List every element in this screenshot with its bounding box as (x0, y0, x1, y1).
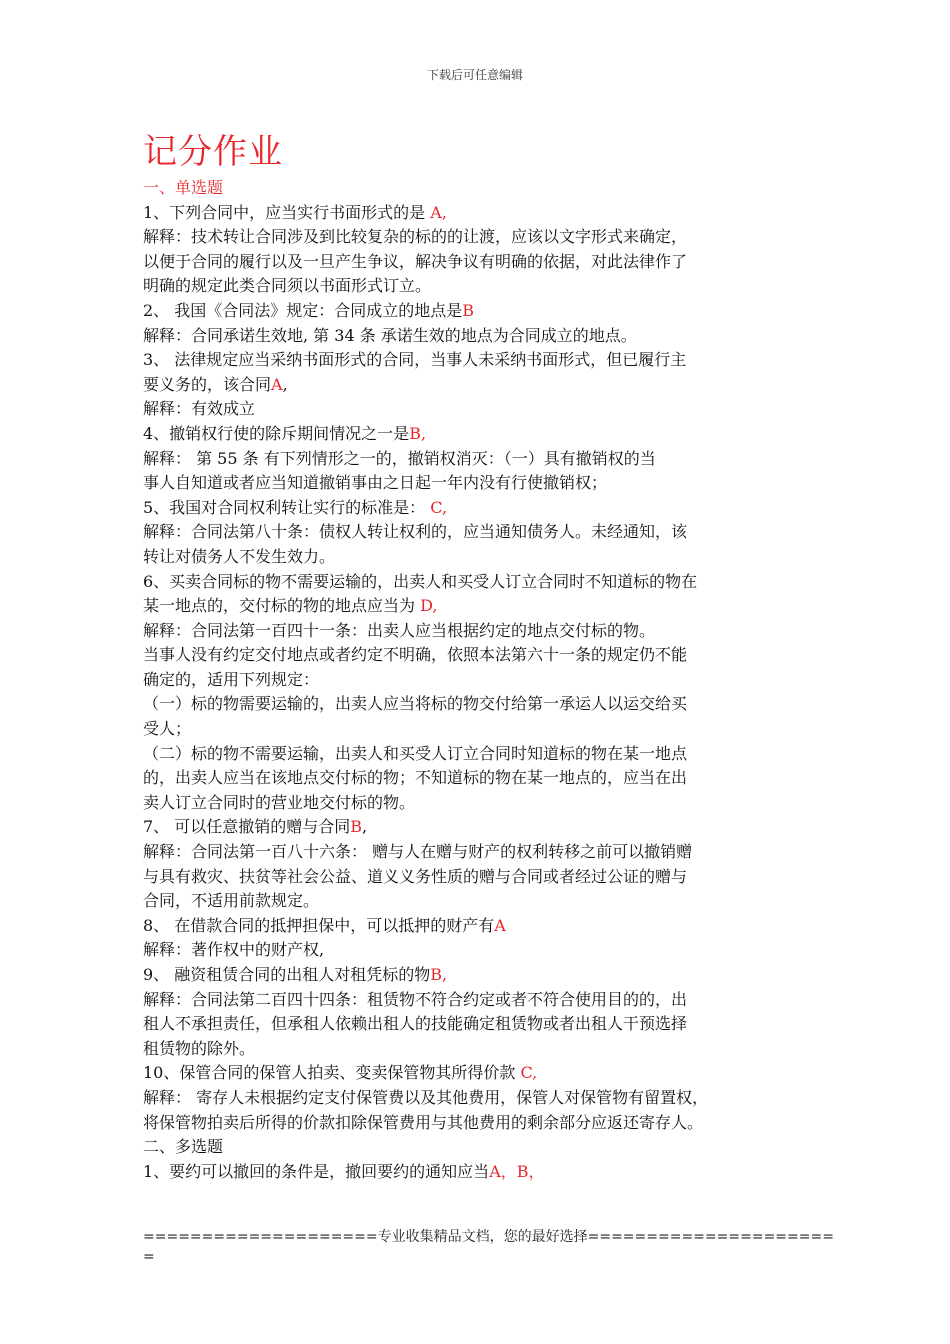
line-text: 与具有救灾、扶贫等社会公益、道义义务性质的赠与合同或者经过公证的赠与 (143, 866, 688, 886)
line-text: 3、 法律规定应当采纳书面形式的合同，当事人未采纳书面形式，但已履行主 (143, 350, 687, 370)
text-line (143, 643, 813, 668)
answer-text: B, (409, 423, 427, 443)
line-text: 一、单选题 (143, 178, 224, 197)
line-text: 解释：合同法第八十条：债权人转让权利的，应当通知债务人。未经通知，该 (143, 522, 688, 542)
line-text: 以便于合同的履行以及一旦产生争议，解决争议有明确的依据，对此法律作了 (143, 251, 688, 271)
answer-text: C, (520, 1063, 538, 1083)
answer-text: A，B， (489, 1161, 545, 1181)
line-text: 7、 可以任意撤销的赠与合同 (143, 817, 351, 837)
line-text: 当事人没有约定交付地点或者约定不明确，依照本法第六十一条的规定仍不能 (143, 645, 688, 665)
text-line (143, 988, 813, 1013)
line-text: 解释：合同法第一百四十一条：出卖人应当根据约定的地点交付标的物。 (143, 620, 656, 640)
line-text: 确定的，适用下列规定： (143, 669, 320, 689)
line-text: 解释：有效成立 (143, 399, 256, 419)
line-text: 某一地点的，交付标的物的地点应当为 (143, 596, 421, 616)
text-line (143, 1086, 813, 1111)
answer-text: B (350, 817, 363, 837)
line-text: 1、下列合同中，应当实行书面形式的是 (143, 202, 431, 222)
text-line (143, 324, 813, 349)
text-line (143, 299, 813, 324)
text-line (143, 570, 813, 595)
line-text: 合同，不适用前款规定。 (143, 891, 320, 911)
line-text: 解释： 寄存人未根据约定支付保管费以及其他费用，保管人对保管物有留置权， (143, 1087, 709, 1107)
line-text: 5、我国对合同权利转让实行的标准是： (143, 497, 431, 517)
line-text: 卖人订立合同时的营业地交付标的物。 (143, 792, 416, 812)
text-line (143, 1037, 813, 1062)
text-line (143, 742, 813, 767)
line-text: 6、买卖合同标的物不需要运输的，出卖人和买受人订立合同时不知道标的物在 (143, 571, 698, 591)
line-text: 二、多选题 (143, 1137, 224, 1157)
text-line (143, 914, 813, 939)
text-line (143, 815, 813, 840)
text-line (143, 176, 813, 201)
text-line (143, 963, 813, 988)
text-line (143, 889, 813, 914)
text-line (143, 397, 813, 422)
line-text: 明确的规定此类合同须以书面形式订立。 (143, 276, 432, 296)
answer-text: B (462, 300, 475, 320)
text-line (143, 520, 813, 545)
document-title: 记分作业 (143, 132, 283, 172)
line-text: 解释：技术转让合同涉及到比较复杂的标的的让渡，应该以文字形式来确定， (143, 227, 688, 247)
text-line (143, 447, 813, 472)
answer-text: C, (430, 497, 448, 517)
answer-text: A (494, 915, 506, 935)
text-line (143, 692, 813, 717)
line-text: 事人自知道或者应当知道撤销事由之日起一年内没有行使撤销权； (143, 473, 608, 493)
line-text: 租人不承担责任，但承租人依赖出租人的技能确定租赁物或者出租人干预选择 (143, 1014, 688, 1034)
line-text: 1、要约可以撤回的条件是，撤回要约的通知应当 (143, 1161, 490, 1181)
line-text: 2、 我国《合同法》规定：合同成立的地点是 (143, 300, 463, 320)
text-line (143, 225, 813, 250)
text-line (143, 496, 813, 521)
text-line (143, 1135, 813, 1160)
text-line (143, 1160, 813, 1185)
line-text: 解释：合同法第一百八十六条： 赠与人在赠与财产的权利转移之前可以撤销赠 (143, 842, 693, 862)
line-text: 要义务的，该合同 (143, 374, 272, 394)
text-line (143, 717, 813, 742)
line-text: 4、撤销权行使的除斥期间情况之一是 (143, 423, 410, 443)
answer-suffix: , (362, 817, 368, 837)
document-body (143, 176, 813, 1184)
line-text: 的，出卖人应当在该地点交付标的物；不知道标的物在某一地点的，应当在出 (143, 768, 688, 788)
answer-text: D, (420, 596, 438, 616)
line-text: 解释：合同法第二百四十四条：租赁物不符合约定或者不符合使用目的的，出 (143, 989, 688, 1009)
answer-suffix: , (282, 374, 288, 394)
text-line (143, 422, 813, 447)
text-line (143, 471, 813, 496)
text-line (143, 1111, 813, 1136)
footer-line: = (143, 1249, 155, 1265)
line-text: 转让对债务人不发生效力。 (143, 546, 336, 566)
line-text: 解释： 第 55 条 有下列情形之一的，撤销权消灭：（一）具有撤销权的当 (143, 448, 656, 468)
line-text: 10、保管合同的保管人拍卖、变卖保管物其所得价款 (143, 1063, 521, 1083)
text-line (143, 250, 813, 275)
text-line (143, 545, 813, 570)
text-line (143, 201, 813, 226)
line-text: 解释：合同承诺生效地, 第 34 条 承诺生效的地点为合同成立的地点。 (143, 325, 637, 345)
text-line (143, 791, 813, 816)
text-line (143, 766, 813, 791)
line-text: 解释：著作权中的财产权, (143, 940, 325, 960)
text-line (143, 1061, 813, 1086)
text-line (143, 373, 813, 398)
footer-line: ====================专业收集精品文档，您的最好选择===================== (143, 1229, 834, 1245)
text-line (143, 619, 813, 644)
line-text: 8、 在借款合同的抵押担保中，可以抵押的财产有 (143, 915, 495, 935)
line-text: 受人； (143, 719, 192, 739)
line-text: 9、 融资租赁合同的出租人对租凭标的物 (143, 965, 431, 984)
text-line (143, 348, 813, 373)
line-text: 租赁物的除外。 (143, 1038, 256, 1058)
text-line (143, 594, 813, 619)
page-footer (143, 1227, 834, 1267)
answer-text: B, (430, 965, 448, 984)
line-text: （一）标的物需要运输的，出卖人应当将标的物交付给第一承运人以运交给买 (143, 694, 688, 714)
text-line (143, 938, 813, 963)
text-line (143, 668, 813, 693)
answer-text: A (271, 374, 283, 394)
page-header: 下载后可任意编辑 (426, 68, 523, 82)
text-line (143, 1012, 813, 1037)
text-line (143, 274, 813, 299)
text-line (143, 865, 813, 890)
line-text: （二）标的物不需要运输，出卖人和买受人订立合同时知道标的物在某一地点 (143, 743, 688, 763)
answer-text: A, (430, 202, 447, 222)
text-line (143, 840, 813, 865)
line-text: 将保管物拍卖后所得的价款扣除保管费用与其他费用的剩余部分应返还寄存人。 (143, 1112, 704, 1132)
